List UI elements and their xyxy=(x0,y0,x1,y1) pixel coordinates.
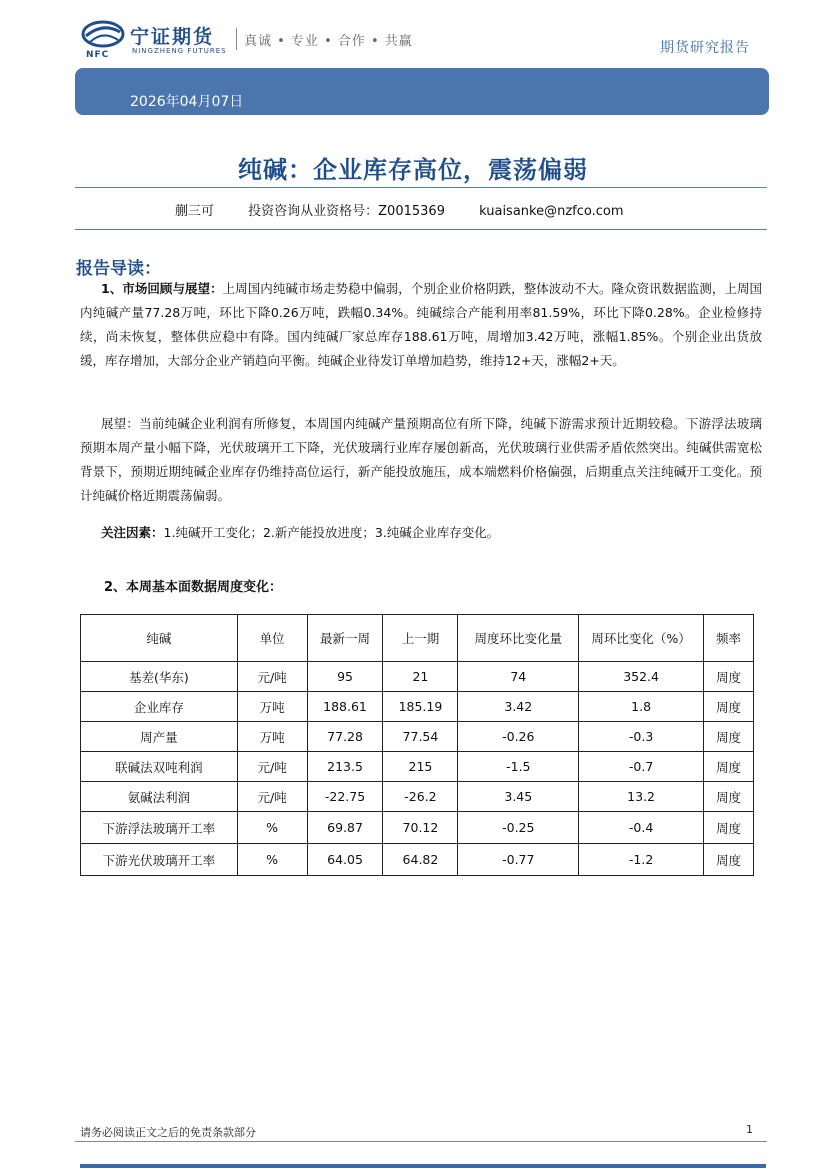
table-cell: 周度 xyxy=(704,722,754,752)
table-column-header: 纯碱 xyxy=(81,615,238,662)
table-cell: 77.28 xyxy=(307,722,383,752)
table-cell: 74 xyxy=(458,662,579,692)
company-logo xyxy=(80,20,230,62)
footer-disclaimer: 请务必阅读正文之后的免责条款部分 xyxy=(80,1126,256,1139)
table-column-header: 最新一周 xyxy=(307,615,383,662)
table-column-header: 周度环比变化量 xyxy=(458,615,579,662)
focus-factors-text: 1.纯碱开工变化；2.新产能投放进度；3.纯碱企业库存变化。 xyxy=(163,525,500,540)
table-cell: 下游光伏玻璃开工率 xyxy=(81,844,238,876)
table-row xyxy=(81,782,754,812)
table-row xyxy=(81,722,754,752)
report-type-label: 期货研究报告 xyxy=(660,40,750,56)
table-cell: % xyxy=(237,812,307,844)
table-cell: 188.61 xyxy=(307,692,383,722)
table-column-header: 单位 xyxy=(237,615,307,662)
table-cell: 1.8 xyxy=(579,692,704,722)
table-cell: -0.25 xyxy=(458,812,579,844)
table-cell: -0.77 xyxy=(458,844,579,876)
table-cell: -1.2 xyxy=(579,844,704,876)
report-title: 纯碱：企业库存高位，震荡偏弱 xyxy=(238,156,588,184)
logo-nfc: NFC xyxy=(86,50,110,60)
table-cell: 3.42 xyxy=(458,692,579,722)
author-line xyxy=(175,200,654,219)
table-cell: 氨碱法利润 xyxy=(81,782,238,812)
table-cell: -26.2 xyxy=(383,782,458,812)
author-name: 蒯三可 xyxy=(175,204,215,219)
table-cell: 64.82 xyxy=(383,844,458,876)
title-divider-top xyxy=(75,187,767,188)
table-column-header: 上一期 xyxy=(383,615,458,662)
table-header-row xyxy=(81,615,754,662)
table-cell: 64.05 xyxy=(307,844,383,876)
table-cell: 下游浮法玻璃开工率 xyxy=(81,812,238,844)
author-email: kuaisanke@nzfco.com xyxy=(479,204,624,219)
footer-divider xyxy=(75,1141,767,1142)
table-cell: 周度 xyxy=(704,812,754,844)
table-cell: -22.75 xyxy=(307,782,383,812)
table-cell: 77.54 xyxy=(383,722,458,752)
guide-heading: 报告导读： xyxy=(76,259,161,279)
company-slogan: 真诚 • 专业 • 合作 • 共赢 xyxy=(244,34,413,49)
fundamentals-table xyxy=(80,614,754,876)
page-header xyxy=(0,0,826,70)
outlook-paragraph: 展望：当前纯碱企业利润有所修复，本周国内纯碱产量预期高位有所下降，纯碱下游需求预计近期较稳。下游浮法玻璃预期本周产量小幅下降，光伏玻璃开工下降，光伏玻璃行业库存屡创新高，光伏玻璃行业供需矛盾依然突出。纯碱供需宽松背景下，预期近期纯碱企业库存仍维持高位运行，新产能投放施压，成本端燃料价格偏强，后期重点关注纯碱开工变化。预计纯碱价格近期震荡偏弱。 xyxy=(80,416,762,503)
section-2-heading: 2、本周基本面数据周度变化： xyxy=(104,580,283,595)
table-row xyxy=(81,662,754,692)
table-cell: 21 xyxy=(383,662,458,692)
table-cell: 周度 xyxy=(704,752,754,782)
table-cell: 95 xyxy=(307,662,383,692)
table-row xyxy=(81,844,754,876)
table-cell: 周度 xyxy=(704,692,754,722)
table-cell: 69.87 xyxy=(307,812,383,844)
author-license: 投资咨询从业资格号：Z0015369 xyxy=(248,204,445,219)
title-divider-bottom xyxy=(75,229,767,230)
table-cell: 元/吨 xyxy=(237,662,307,692)
table-cell: 周产量 xyxy=(81,722,238,752)
table-cell: 元/吨 xyxy=(237,782,307,812)
logo-divider xyxy=(236,28,237,50)
table-cell: 215 xyxy=(383,752,458,782)
market-review-label: 1、市场回顾与展望： xyxy=(101,281,223,296)
table-cell: 213.5 xyxy=(307,752,383,782)
table-cell: 企业库存 xyxy=(81,692,238,722)
table-cell: 3.45 xyxy=(458,782,579,812)
table-cell: 周度 xyxy=(704,662,754,692)
table-cell: -1.5 xyxy=(458,752,579,782)
focus-factors-paragraph xyxy=(80,521,762,545)
table-cell: -0.3 xyxy=(579,722,704,752)
market-review-paragraph xyxy=(80,277,762,373)
logo-mark-icon xyxy=(80,20,126,50)
footer-accent-bar xyxy=(80,1164,766,1168)
table-cell: -0.7 xyxy=(579,752,704,782)
table-cell: 周度 xyxy=(704,782,754,812)
date-banner xyxy=(75,68,769,115)
table-row xyxy=(81,812,754,844)
focus-factors-label: 关注因素： xyxy=(101,525,164,540)
table-cell: 185.19 xyxy=(383,692,458,722)
table-cell: 基差(华东) xyxy=(81,662,238,692)
page-number: 1 xyxy=(746,1123,753,1136)
table-cell: -0.4 xyxy=(579,812,704,844)
table-cell: % xyxy=(237,844,307,876)
table-cell: 万吨 xyxy=(237,722,307,752)
report-date: 2026年04月07日 xyxy=(130,94,244,110)
table-cell: 万吨 xyxy=(237,692,307,722)
table-row xyxy=(81,692,754,722)
table-cell: 352.4 xyxy=(579,662,704,692)
table-cell: 元/吨 xyxy=(237,752,307,782)
table-column-header: 周环比变化（%） xyxy=(579,615,704,662)
brand-name-cn: 宁证期货 xyxy=(130,26,215,48)
table-cell: 13.2 xyxy=(579,782,704,812)
table-cell: 联碱法双吨利润 xyxy=(81,752,238,782)
brand-name-en: NINGZHENG FUTURES xyxy=(132,47,227,55)
market-review-text: 上周国内纯碱市场走势稳中偏弱，个别企业价格阴跌，整体波动不大。隆众资讯数据监测，上周国内纯碱产量77.28万吨，环比下降0.26万吨，跌幅0.34%。纯碱综合产能利用率81.59%，环比下降0.28%。企业检修持续，尚未恢复，整体供应稳中有降。国内纯碱厂家总库存188.61万吨，周增加3.42万吨，涨幅1.85%。个别企业出货放缓，库存增加，大部分企业产销趋向平衡。纯碱企业待发订单增加趋势，维持12+天，涨幅2+天。 xyxy=(80,281,762,368)
table-header xyxy=(81,615,754,662)
table-cell: 70.12 xyxy=(383,812,458,844)
table-body xyxy=(81,662,754,876)
table-cell: 周度 xyxy=(704,844,754,876)
table-column-header: 频率 xyxy=(704,615,754,662)
table-row xyxy=(81,752,754,782)
table-cell: -0.26 xyxy=(458,722,579,752)
